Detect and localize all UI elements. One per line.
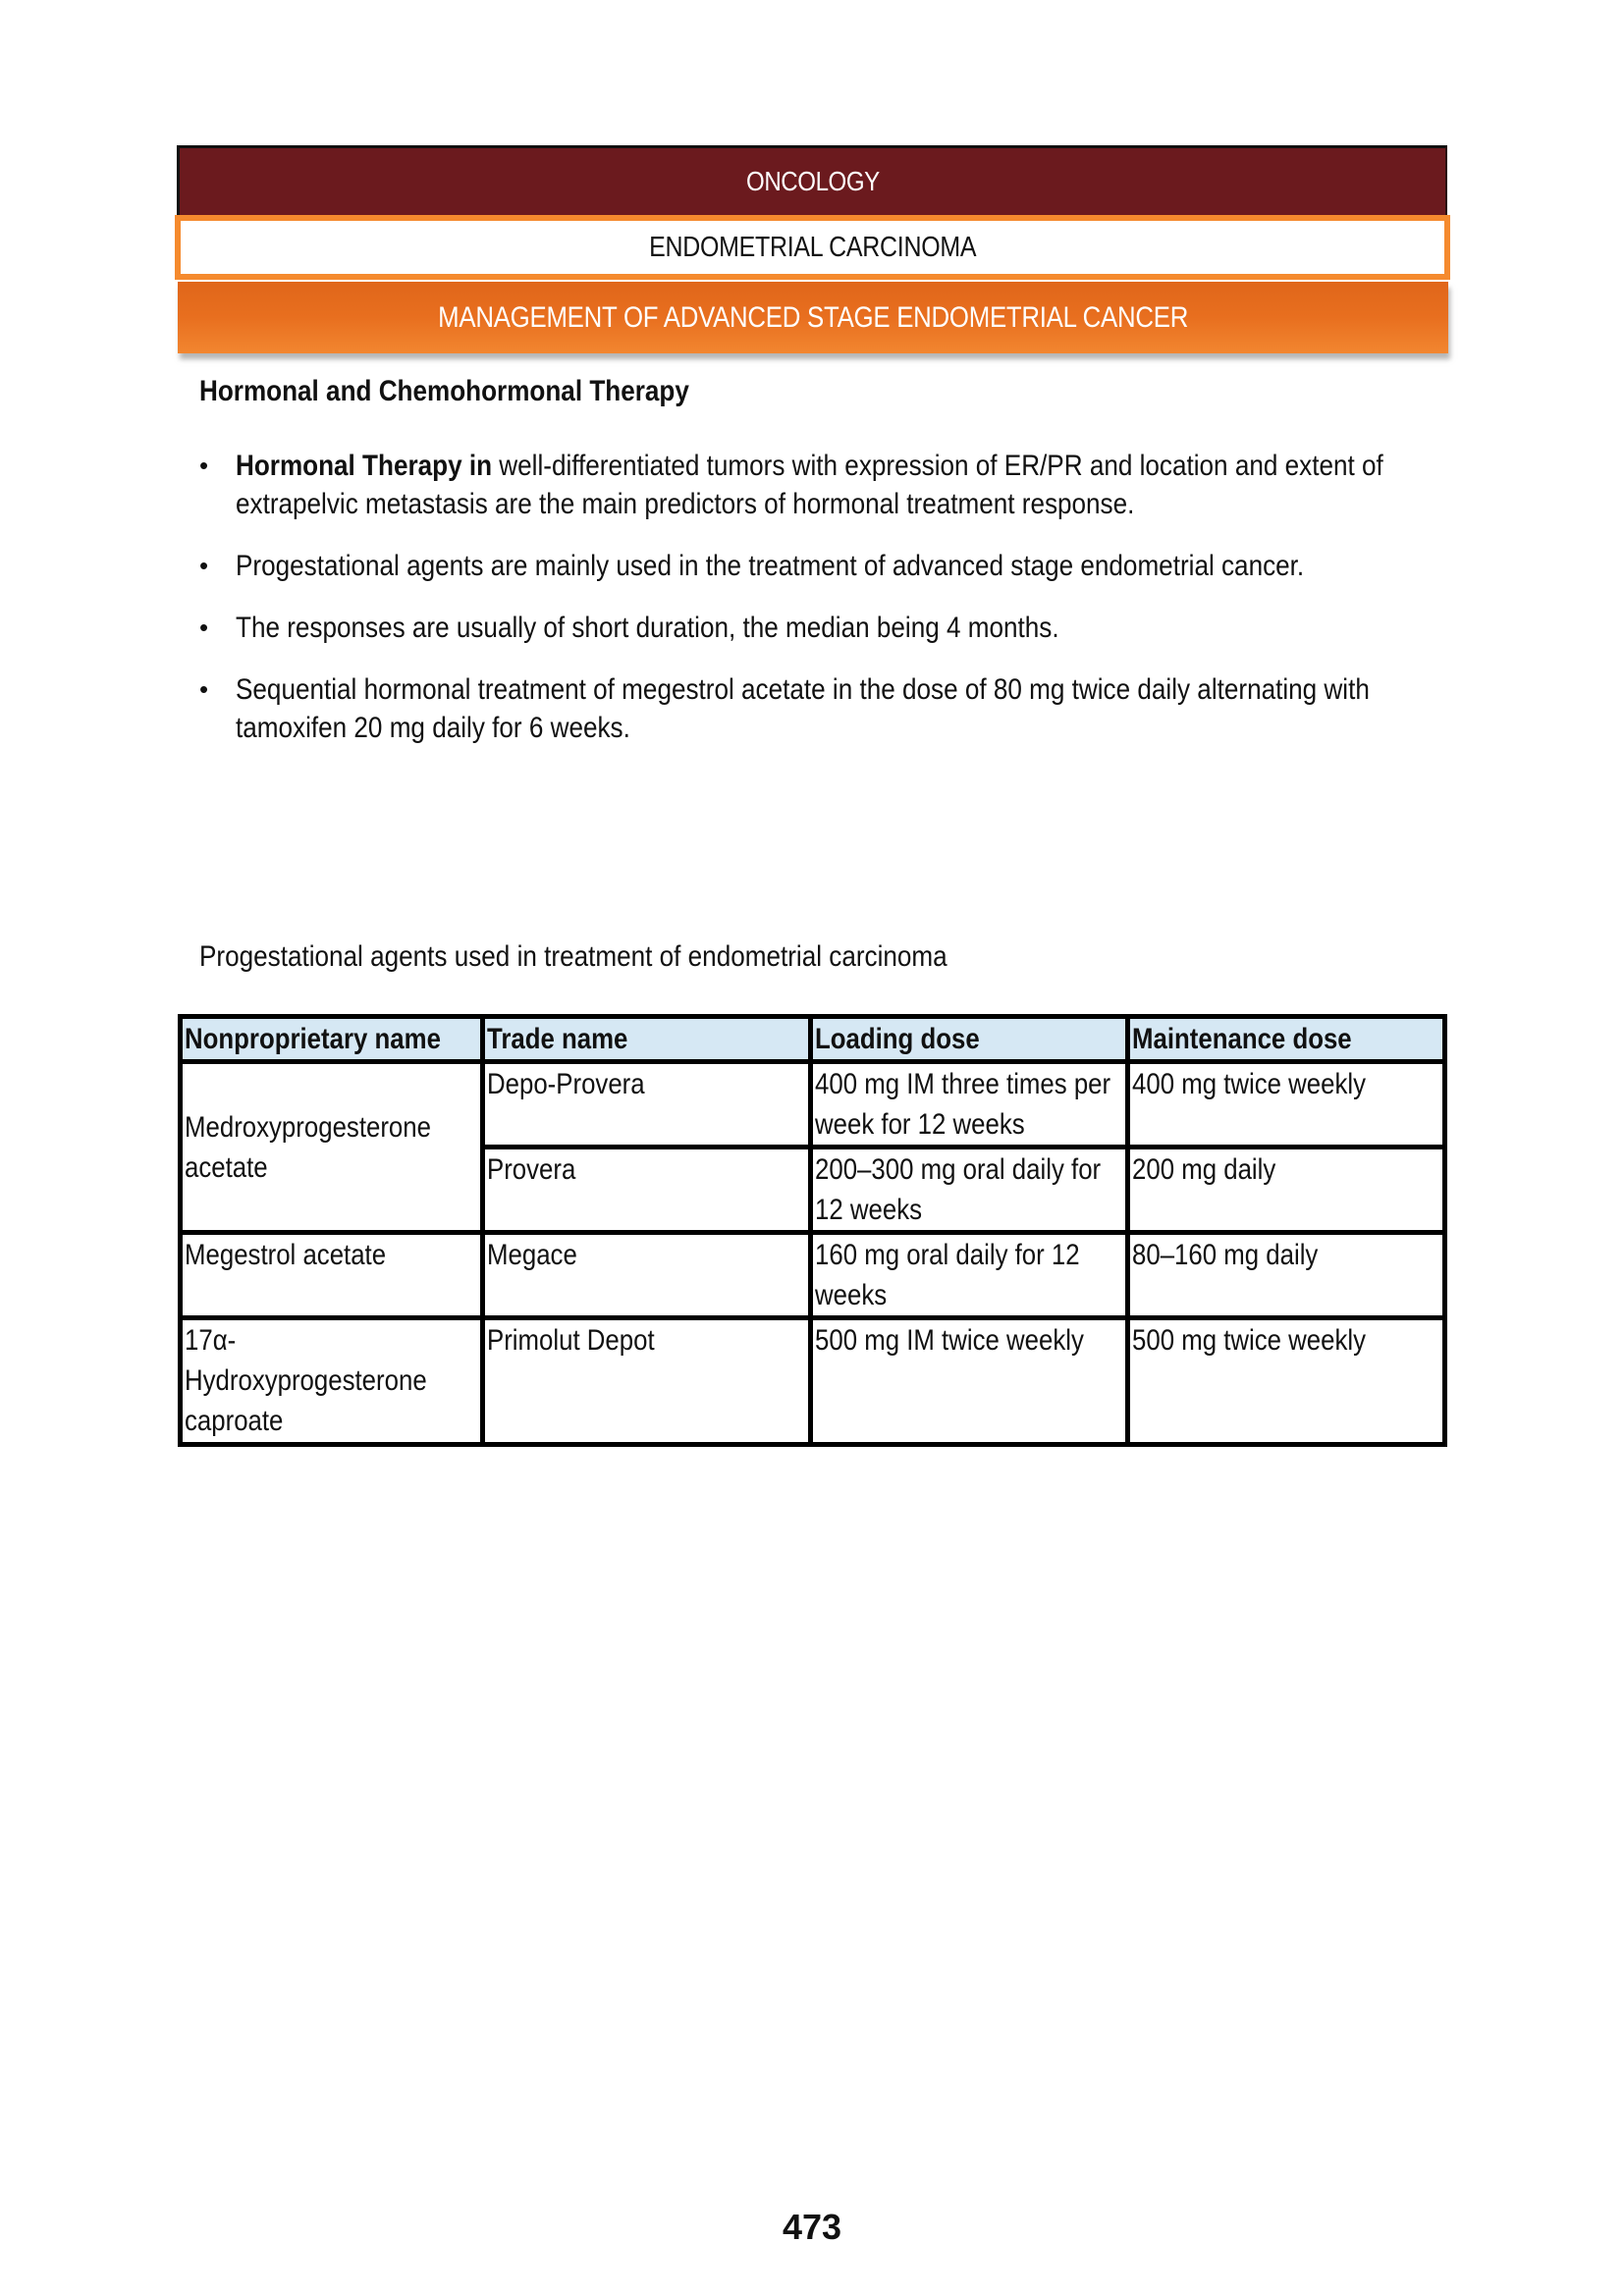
bullet-body: The responses are usually of short duration, the median being 4 months. (236, 612, 1059, 644)
bullet-icon: • (199, 551, 209, 580)
bullet-text (236, 609, 1475, 647)
topic-banner (175, 215, 1450, 280)
bullet-item (199, 670, 1476, 747)
cell-maintenance: 500 mg twice weekly (1128, 1318, 1445, 1445)
cell-trade: Primolut Depot (483, 1318, 811, 1445)
cell-maintenance: 200 mg daily (1128, 1148, 1445, 1233)
cell-nonproprietary: Medroxyprogesterone acetate (181, 1062, 483, 1233)
cell-trade: Provera (483, 1148, 811, 1233)
bullet-body: Progestational agents are mainly used in the treatment of advanced stage endometrial cancer. (236, 550, 1305, 582)
section-title: MANAGEMENT OF ADVANCED STAGE ENDOMETRIAL CANCER (438, 300, 1188, 334)
cell-loading: 200–300 mg oral daily for 12 weeks (810, 1148, 1128, 1233)
bullet-text (236, 547, 1475, 585)
cell-maintenance: 80–160 mg daily (1128, 1233, 1445, 1318)
cell-maintenance: 400 mg twice weekly (1128, 1062, 1445, 1148)
bullet-bold-lead: Hormonal Therapy in (236, 450, 493, 482)
table-header-row (181, 1017, 1445, 1062)
category-title: ONCOLOGY (745, 166, 880, 196)
category-banner (177, 145, 1447, 215)
table-row (181, 1233, 1445, 1318)
cell-loading: 500 mg IM twice weekly (810, 1318, 1128, 1445)
page-number: 473 (782, 2207, 842, 2247)
bullet-item (199, 547, 1476, 585)
topic-title: ENDOMETRIAL CARCINOMA (648, 231, 977, 263)
bullet-body: Sequential hormonal treatment of megestrol acetate in the dose of 80 mg twice daily alternating with tamoxifen 20 mg daily for 6 weeks. (236, 673, 1370, 744)
bullet-text (236, 670, 1475, 747)
column-header-trade: Trade name (483, 1017, 811, 1062)
bullet-item (199, 447, 1476, 523)
bullet-icon: • (199, 674, 209, 704)
column-header-loading: Loading dose (810, 1017, 1128, 1062)
bullet-list (199, 447, 1476, 771)
cell-trade: Megace (483, 1233, 811, 1318)
bullet-icon: • (199, 613, 209, 642)
section-banner (178, 282, 1448, 353)
cell-loading: 160 mg oral daily for 12 weeks (810, 1233, 1128, 1318)
table-caption: Progestational agents used in treatment of endometrial carcinoma (199, 940, 947, 973)
column-header-nonproprietary: Nonproprietary name (181, 1017, 483, 1062)
bullet-item (199, 609, 1476, 647)
progestational-agents-table (178, 1014, 1447, 1447)
section-heading: Hormonal and Chemohormonal Therapy (199, 375, 689, 407)
table-row (181, 1062, 1445, 1148)
cell-trade: Depo-Provera (483, 1062, 811, 1148)
bullet-body: well-differentiated tumors with expression of ER/PR and location and extent of extrapelvic metastasis are the main predictors of hormonal treatment response. (236, 450, 1383, 520)
table-row (181, 1318, 1445, 1445)
cell-nonproprietary: Megestrol acetate (181, 1233, 483, 1318)
column-header-maintenance: Maintenance dose (1128, 1017, 1445, 1062)
bullet-text (236, 447, 1475, 523)
bullet-icon: • (199, 451, 209, 480)
cell-loading: 400 mg IM three times per week for 12 weeks (810, 1062, 1128, 1148)
cell-nonproprietary: 17α-Hydroxyprogesterone caproate (181, 1318, 483, 1445)
